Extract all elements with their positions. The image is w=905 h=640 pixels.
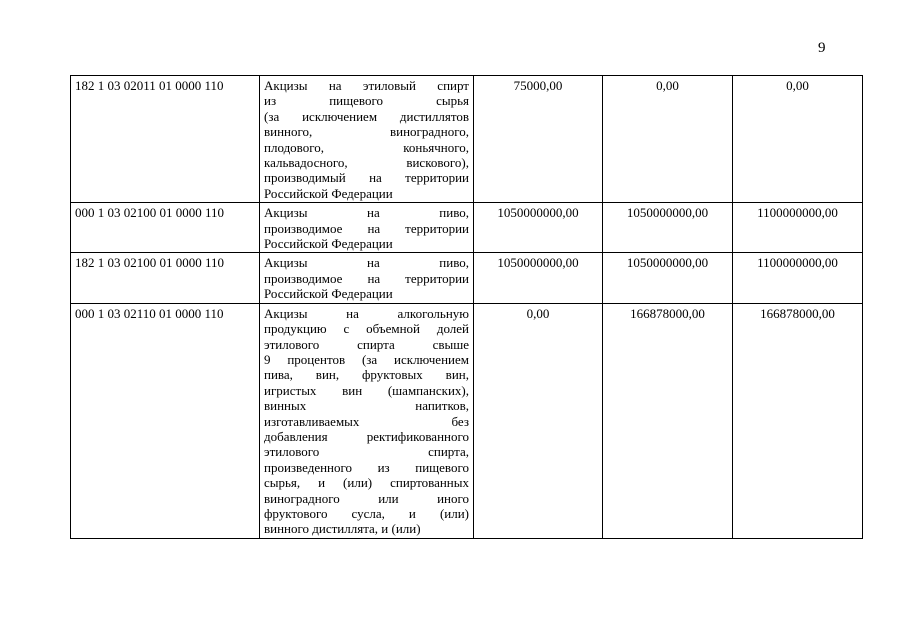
description-line: Акцизы на этиловый спирт [264, 78, 469, 93]
description-line: добавления ректификованного [264, 428, 469, 444]
description-line: плодового, коньячного, [264, 139, 469, 155]
table-row [71, 203, 863, 253]
description-line: игристых вин (шампанских), [264, 382, 469, 398]
description-line: произведенного из пищевого [264, 459, 469, 475]
page-number: 9 [818, 40, 826, 56]
description-line: Российской Федерации [264, 286, 393, 302]
budget-classification-code: 182 1 03 02100 01 0000 110 [71, 253, 260, 303]
description-line: кальвадосного, вискового), [264, 155, 469, 171]
amount-year-3: 166878000,00 [733, 303, 863, 538]
amount-year-1: 75000,00 [474, 76, 603, 203]
amount-year-2: 0,00 [603, 76, 733, 203]
amount-year-1: 1050000000,00 [474, 253, 603, 303]
description-line: производимое на территории [264, 270, 469, 286]
description-line: Акцизы на пиво, [264, 255, 469, 271]
description-line: этилового спирта свыше [264, 336, 469, 352]
description-line: виноградного или иного [264, 490, 469, 506]
description-line: сырья, и (или) спиртованных [264, 475, 469, 491]
description-line: из пищевого сырья [264, 93, 469, 109]
budget-classification-code: 000 1 03 02110 01 0000 110 [71, 303, 260, 538]
description-line: Акцизы на алкогольную [264, 305, 469, 321]
description-line: изготавливаемых без [264, 413, 469, 429]
amount-year-1: 1050000000,00 [474, 203, 603, 253]
description-line: производимое на территории [264, 220, 469, 236]
table-row [71, 303, 863, 538]
description-line: (за исключением дистиллятов [264, 108, 469, 124]
revenue-description [260, 303, 474, 538]
description-line: этилового спирта, [264, 444, 469, 460]
description-line: продукцию с объемной долей [264, 321, 469, 337]
amount-year-1: 0,00 [474, 303, 603, 538]
description-line: Российской Федерации [264, 185, 393, 201]
description-line: пива, вин, фруктовых вин, [264, 367, 469, 383]
budget-classification-code: 000 1 03 02100 01 0000 110 [71, 203, 260, 253]
description-line: фруктового сусла, и (или) [264, 505, 469, 521]
table-row [71, 253, 863, 303]
description-line: Акцизы на пиво, [264, 205, 469, 221]
budget-classification-code: 182 1 03 02011 01 0000 110 [71, 76, 260, 203]
amount-year-3: 1100000000,00 [733, 253, 863, 303]
revenue-description [260, 253, 474, 303]
revenue-description [260, 203, 474, 253]
description-line: винного, виноградного, [264, 124, 469, 140]
description-line: производимый на территории [264, 170, 469, 186]
amount-year-2: 166878000,00 [603, 303, 733, 538]
description-line: винного дистиллята, и (или) [264, 521, 421, 537]
budget-revenue-table [70, 75, 863, 539]
table-body [71, 76, 863, 539]
description-line: Российской Федерации [264, 236, 393, 252]
description-line: 9 процентов (за исключением [264, 351, 469, 367]
amount-year-3: 0,00 [733, 76, 863, 203]
description-line: винных напитков, [264, 398, 469, 414]
amount-year-2: 1050000000,00 [603, 203, 733, 253]
amount-year-2: 1050000000,00 [603, 253, 733, 303]
amount-year-3: 1100000000,00 [733, 203, 863, 253]
table-row [71, 76, 863, 203]
revenue-description [260, 76, 474, 203]
